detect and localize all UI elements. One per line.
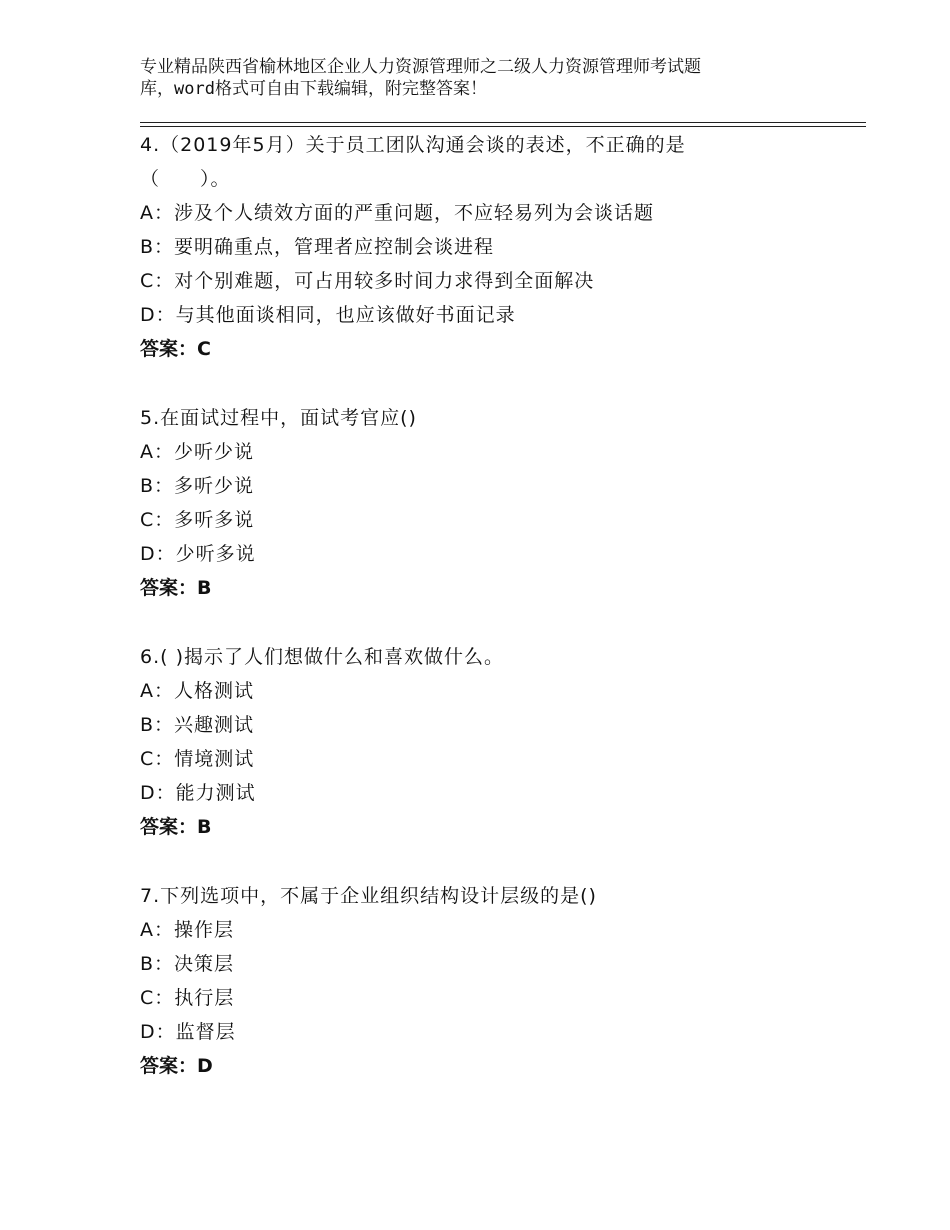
question-7 bbox=[140, 879, 860, 1083]
question-5 bbox=[140, 401, 860, 605]
option-a: A：涉及个人绩效方面的严重问题，不应轻易列为会谈话题 bbox=[140, 202, 654, 224]
answer-label: 答案：D bbox=[140, 1055, 213, 1077]
header-rule-bottom bbox=[140, 126, 866, 127]
question-list bbox=[140, 128, 860, 1118]
question-6 bbox=[140, 640, 860, 844]
answer-label: 答案：B bbox=[140, 577, 212, 599]
option-b: B：决策层 bbox=[140, 953, 235, 975]
answer-label: 答案：C bbox=[140, 338, 211, 360]
header-line-1: 专业精品陕西省榆林地区企业人力资源管理师之二级人力资源管理师考试题 bbox=[140, 57, 701, 77]
question-stem-continued: （ ）。 bbox=[140, 168, 231, 190]
option-a: A：少听少说 bbox=[140, 441, 254, 463]
option-c: C：情境测试 bbox=[140, 748, 255, 770]
document-header bbox=[140, 56, 820, 100]
option-c: C：执行层 bbox=[140, 987, 235, 1009]
option-c: C：对个别难题，可占用较多时间力求得到全面解决 bbox=[140, 270, 595, 292]
option-a: A：人格测试 bbox=[140, 680, 254, 702]
answer-label: 答案：B bbox=[140, 816, 212, 838]
header-line-2: 库，word格式可自由下载编辑，附完整答案！ bbox=[140, 79, 487, 99]
question-stem: 7.下列选项中，不属于企业组织结构设计层级的是() bbox=[140, 885, 597, 907]
option-d: D：监督层 bbox=[140, 1021, 236, 1043]
option-b: B：多听少说 bbox=[140, 475, 255, 497]
option-d: D：少听多说 bbox=[140, 543, 256, 565]
question-stem: 6.( )揭示了人们想做什么和喜欢做什么。 bbox=[140, 646, 504, 668]
option-d: D：与其他面谈相同，也应该做好书面记录 bbox=[140, 304, 516, 326]
option-b: B：要明确重点，管理者应控制会谈进程 bbox=[140, 236, 495, 258]
header-rule-top bbox=[140, 122, 866, 123]
option-b: B：兴趣测试 bbox=[140, 714, 255, 736]
question-4 bbox=[140, 128, 860, 366]
option-d: D：能力测试 bbox=[140, 782, 256, 804]
option-c: C：多听多说 bbox=[140, 509, 255, 531]
option-a: A：操作层 bbox=[140, 919, 234, 941]
question-stem: 4.（2019年5月）关于员工团队沟通会谈的表述，不正确的是 bbox=[140, 134, 686, 156]
question-stem: 5.在面试过程中，面试考官应() bbox=[140, 407, 417, 429]
